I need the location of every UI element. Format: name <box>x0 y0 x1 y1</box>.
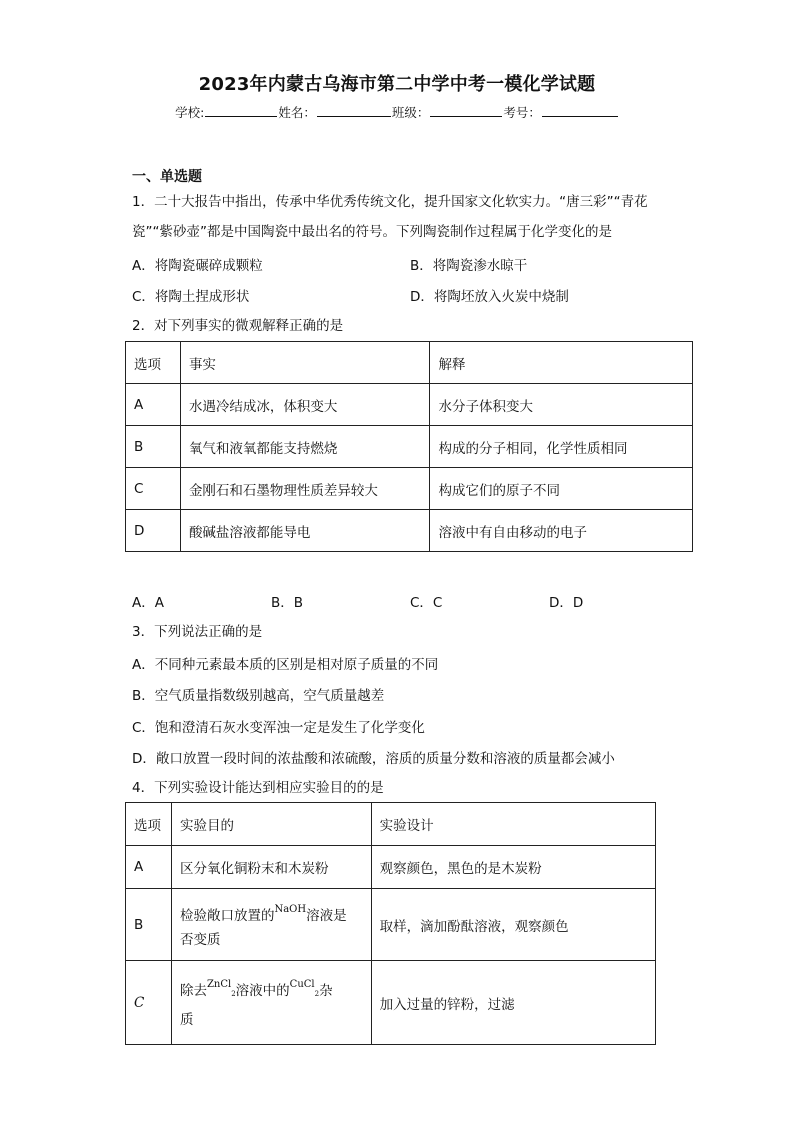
q2-header-option: 选项 <box>126 342 181 384</box>
name-blank[interactable] <box>317 104 391 117</box>
q2-option-c[interactable]: C．C <box>410 595 443 611</box>
q2-row-fact: 水遇冷结成冰，体积变大 <box>180 384 430 426</box>
q4-header-purpose: 实验目的 <box>171 803 371 846</box>
school-blank[interactable] <box>205 104 277 117</box>
school-label: 学校: <box>175 105 205 120</box>
q3-option-c[interactable]: C．饱和澄清石灰水变浑浊一定是发生了化学变化 <box>132 720 425 736</box>
number-blank[interactable] <box>542 104 618 117</box>
q4-b-purpose-pre: 检验敞口放置的 <box>179 907 275 924</box>
q4-b-purpose-post: 溶液是 <box>306 907 347 924</box>
q4-row-design: 取样，滴加酚酞溶液，观察颜色 <box>371 889 655 961</box>
q1-option-a[interactable]: A．将陶瓷碾碎成颗粒 <box>132 258 263 274</box>
q1-option-d[interactable]: D．将陶坯放入火炭中烧制 <box>410 289 569 305</box>
cucl2-formula: CuCl <box>289 979 315 990</box>
q1-option-c[interactable]: C．将陶土捏成形状 <box>132 289 250 305</box>
number-label: 考号： <box>503 105 541 120</box>
q4-row-option: C <box>126 961 172 1045</box>
q4-c-purpose-line2: 质 <box>179 1012 194 1028</box>
table-row <box>126 889 656 961</box>
q2-row-fact: 金刚石和石墨物理性质差异较大 <box>180 468 430 510</box>
q3-stem: 3．下列说法正确的是 <box>132 624 263 640</box>
naoh-formula: NaOH <box>274 903 307 915</box>
q4-row-purpose <box>171 961 371 1045</box>
q2-row-fact: 氧气和液氧都能支持燃烧 <box>180 426 430 468</box>
q4-row-design: 加入过量的锌粉，过滤 <box>371 961 655 1045</box>
q2-option-a[interactable]: A．A <box>132 595 164 611</box>
q2-header-row <box>126 342 693 384</box>
q4-c-purpose-pre: 除去 <box>179 983 207 999</box>
q2-header-fact: 事实 <box>180 342 430 384</box>
q4-c-mid: 溶液中的 <box>235 983 290 999</box>
q4-row-option: B <box>126 889 172 961</box>
student-info-line <box>0 103 794 121</box>
q2-row-explanation: 水分子体积变大 <box>430 384 693 426</box>
section-heading: 一、单选题 <box>132 169 202 185</box>
cucl2-subscript: 2 <box>314 990 320 998</box>
q2-row-explanation: 构成的分子相同，化学性质相同 <box>430 426 693 468</box>
q2-table <box>125 341 693 552</box>
q1-option-b[interactable]: B．将陶瓷渗水晾干 <box>410 258 528 274</box>
zncl2-formula: ZnCl <box>206 979 232 990</box>
q4-header-row <box>126 803 656 846</box>
q2-row-option: A <box>126 384 181 426</box>
q3-option-b[interactable]: B．空气质量指数级别越高，空气质量越差 <box>132 688 385 704</box>
q2-row-option: D <box>126 510 181 552</box>
q2-row-fact: 酸碱盐溶液都能导电 <box>180 510 430 552</box>
name-label: 姓名： <box>278 105 316 120</box>
q2-stem: 2．对下列事实的微观解释正确的是 <box>132 318 344 334</box>
class-label: 班级： <box>391 105 430 120</box>
q4-stem: 4．下列实验设计能达到相应实验目的的是 <box>132 780 384 796</box>
q4-row-purpose: 区分氧化铜粉末和木炭粉 <box>171 846 371 889</box>
q1-stem-line1: 1．二十大报告中指出，传承中华优秀传统文化，提升国家文化软实力。“唐三彩”“青花 <box>132 194 648 210</box>
exam-title: 2023年内蒙古乌海市第二中学中考一模化学试题 <box>198 74 596 95</box>
table-row <box>126 468 693 510</box>
q2-row-option: B <box>126 426 181 468</box>
q2-option-b[interactable]: B．B <box>271 595 304 611</box>
q4-c-purpose-post: 杂 <box>319 983 333 999</box>
q2-option-d[interactable]: D．D <box>549 595 584 611</box>
q2-row-option: C <box>126 468 181 510</box>
class-blank[interactable] <box>430 104 502 117</box>
q2-row-explanation: 构成它们的原子不同 <box>430 468 693 510</box>
q2-row-explanation: 溶液中有自由移动的电子 <box>430 510 693 552</box>
q4-b-purpose-line2: 否变质 <box>179 931 221 948</box>
q2-header-explanation: 解释 <box>430 342 693 384</box>
table-row <box>126 426 693 468</box>
table-row <box>126 961 656 1045</box>
table-row <box>126 384 693 426</box>
q4-row-design: 观察颜色，黑色的是木炭粉 <box>371 846 655 889</box>
zncl2-subscript: 2 <box>231 990 236 998</box>
q4-header-option: 选项 <box>126 803 172 846</box>
q1-stem-line2: 瓷”“紫砂壶”都是中国陶瓷中最出名的符号。下列陶瓷制作过程属于化学变化的是 <box>132 224 612 240</box>
q4-table <box>125 802 656 1045</box>
q3-option-a[interactable]: A．不同种元素最本质的区别是相对原子质量的不同 <box>132 657 439 673</box>
q4-row-purpose <box>171 889 371 961</box>
q4-row-option: A <box>126 846 172 889</box>
table-row <box>126 846 656 889</box>
table-row <box>126 510 693 552</box>
q4-header-design: 实验设计 <box>371 803 655 846</box>
q3-option-d[interactable]: D．敞口放置一段时间的浓盐酸和浓硫酸，溶质的质量分数和溶液的质量都会减小 <box>132 751 615 767</box>
